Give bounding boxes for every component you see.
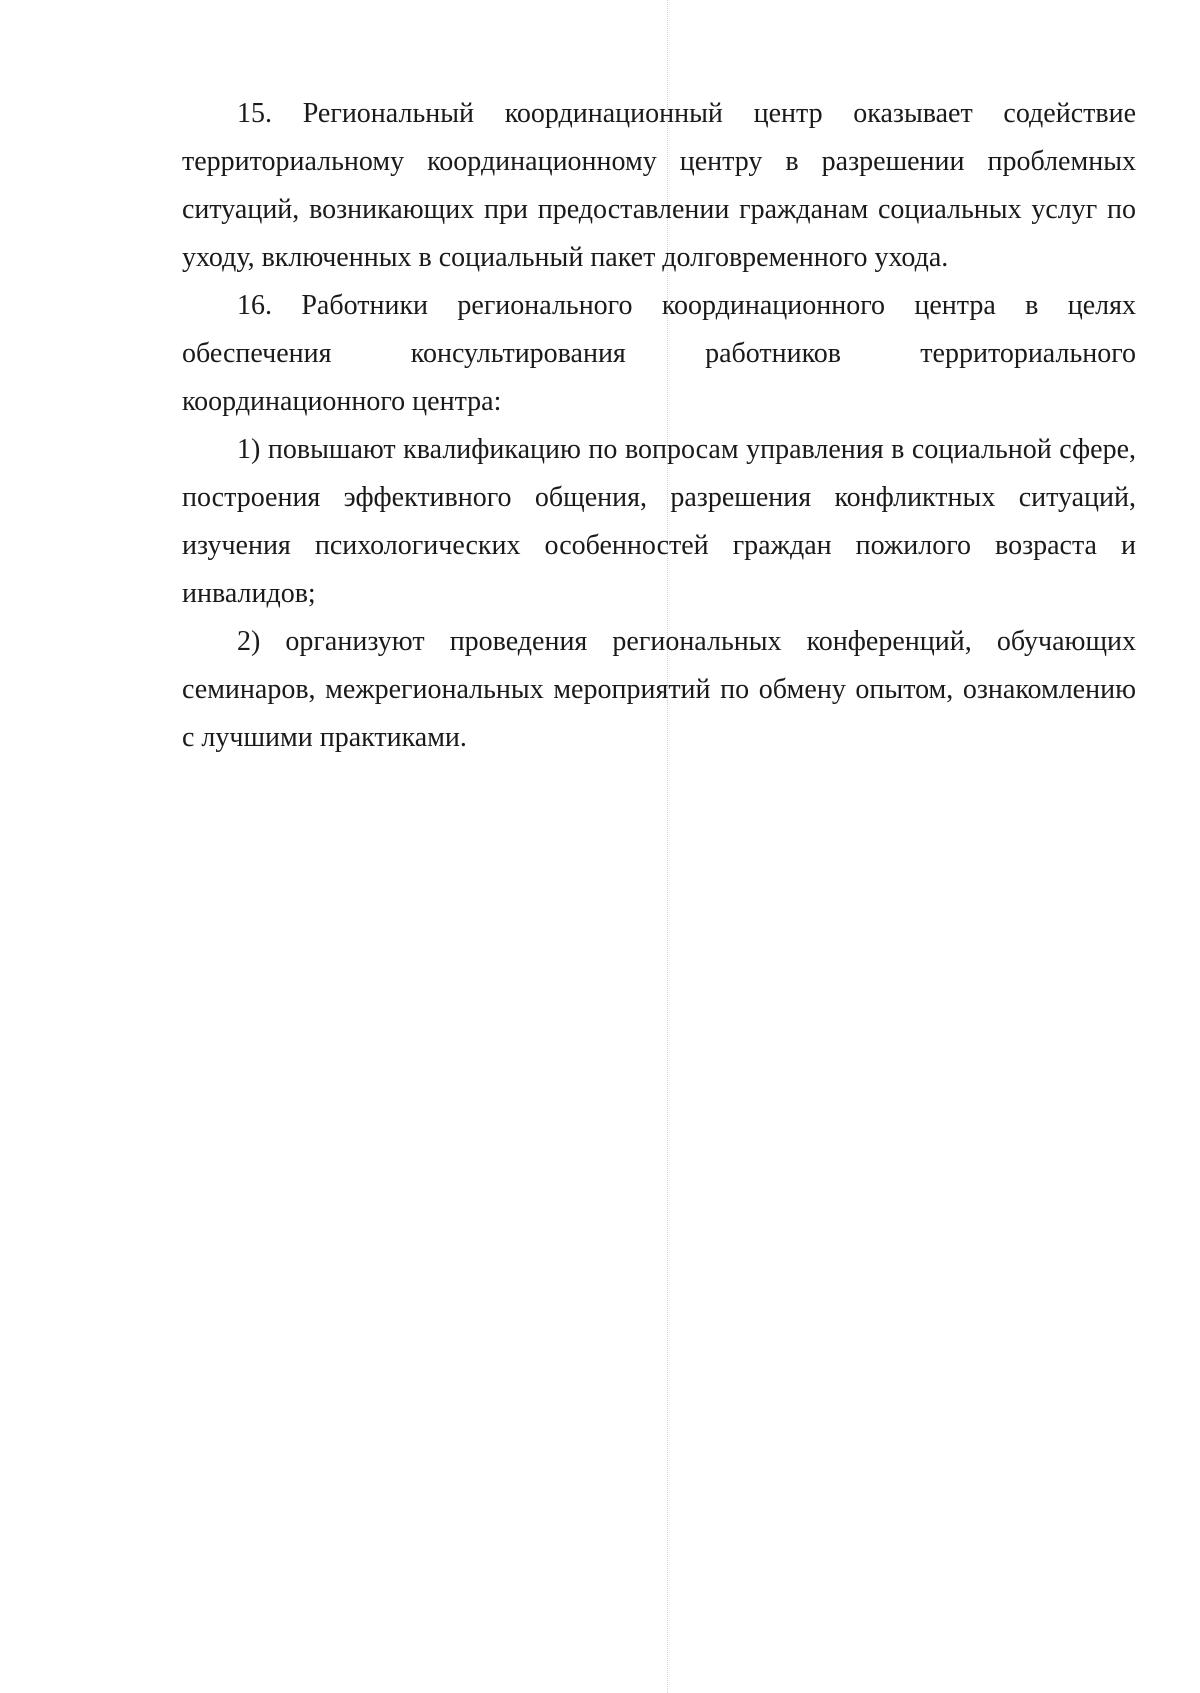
paragraph-15: 15. Региональный координационный центр оказывает содействие территориальному координационному центру в разрешении проблемных ситуаций, возникающих при предоставлении гражданам социальных услуг по уходу, включенных в социальный пакет долговременного ухода. — [182, 98, 1136, 273]
paragraph-16: 16. Работники регионального координационного центра в целях обеспечения консультирования работников территориального координационного центра: — [182, 290, 1136, 417]
paragraph-16-item-2: 2) организуют проведения региональных конференций, обучающих семинаров, межрегиональных мероприятий по обмену опытом, ознакомлению с лучшими практиками. — [182, 626, 1136, 753]
document-body — [182, 90, 1136, 762]
paragraph-16-item-1: 1) повышают квалификацию по вопросам управления в социальной сфере, построения эффективного общения, разрешения конфликтных ситуаций, изучения психологических особенностей граждан пожилого возраста и инвалидов; — [182, 434, 1136, 609]
